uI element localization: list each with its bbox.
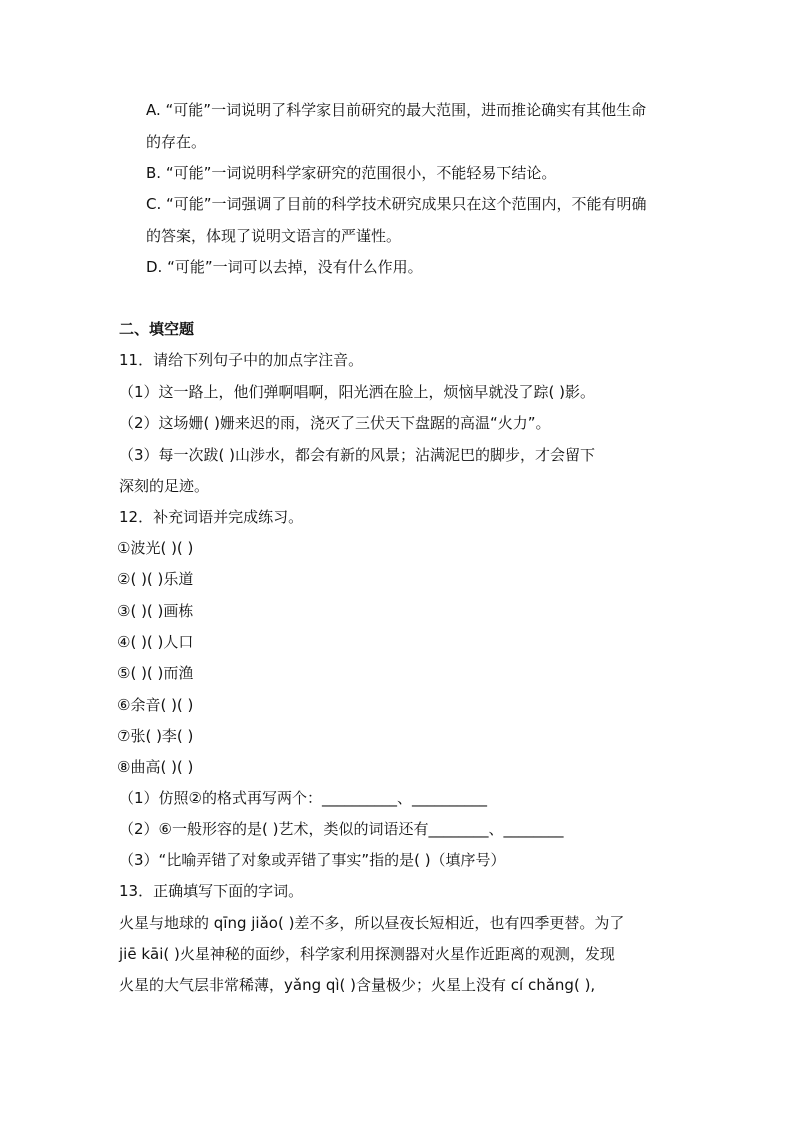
q12-word-2: ②( )( )乐道 <box>117 570 194 588</box>
section-title: 二、填空题 <box>119 320 195 338</box>
option-d: D. “可能”一词可以去掉，没有什么作用。 <box>146 258 423 276</box>
q11-item-3-cont: 深刻的足迹。 <box>119 477 210 495</box>
q12-word-3: ③( )( )画栋 <box>117 602 194 620</box>
q12-sub-1: （1）仿照②的格式再写两个：__________、__________ <box>119 789 487 807</box>
q12-word-1: ①波光( )( ) <box>117 539 194 557</box>
q12-sub-2: （2）⑥一般形容的是( )艺术，类似的词语还有________、________ <box>119 820 564 838</box>
q12-sub-3: （3）“比喻弄错了对象或弄错了事实”指的是( )（填序号） <box>119 851 506 869</box>
q13-line-3: 火星的大气层非常稀薄，yǎng qì( )含量极少；火星上没有 cí chǎng( ), <box>119 976 596 994</box>
q12-word-8: ⑧曲高( )( ) <box>117 758 194 776</box>
q12-word-5: ⑤( )( )而渔 <box>117 664 194 682</box>
q12-stem: 12．补充词语并完成练习。 <box>119 508 304 526</box>
q11-item-3: （3）每一次跋( )山涉水，都会有新的风景；沾满泥巴的脚步，才会留下 <box>119 446 596 464</box>
q12-word-7: ⑦张( )李( ) <box>117 727 194 745</box>
option-c-line-1: C. “可能”一词强调了目前的科学技术研究成果只在这个范围内，不能有明确 <box>146 195 647 213</box>
option-a-line-1: A. “可能”一词说明了科学家目前研究的最大范围，进而推论确实有其他生命 <box>146 101 647 119</box>
q12-word-4: ④( )( )人口 <box>117 633 194 651</box>
q11-item-2: （2）这场姗( )姗来迟的雨，浇灭了三伏天下盘踞的高温“火力”。 <box>119 414 551 432</box>
option-a-line-2: 的存在。 <box>146 133 207 151</box>
q13-line-1: 火星与地球的 qīng jiǎo( )差不多，所以昼夜长短相近，也有四季更替。为了 <box>119 914 625 932</box>
q12-word-6: ⑥余音( )( ) <box>117 696 194 714</box>
q11-item-1: （1）这一路上，他们弹啊唱啊，阳光洒在脸上，烦恼早就没了踪( )影。 <box>119 383 596 401</box>
option-c-line-2: 的答案，体现了说明文语言的严谨性。 <box>146 227 402 245</box>
q11-stem: 11．请给下列句子中的加点字注音。 <box>119 351 364 369</box>
option-b: B. “可能”一词说明科学家研究的范围很小，不能轻易下结论。 <box>146 164 557 182</box>
q13-line-2: jiē kāi( )火星神秘的面纱，科学家利用探测器对火星作近距离的观测，发现 <box>119 945 615 963</box>
q13-stem: 13．正确填写下面的字词。 <box>119 882 304 900</box>
